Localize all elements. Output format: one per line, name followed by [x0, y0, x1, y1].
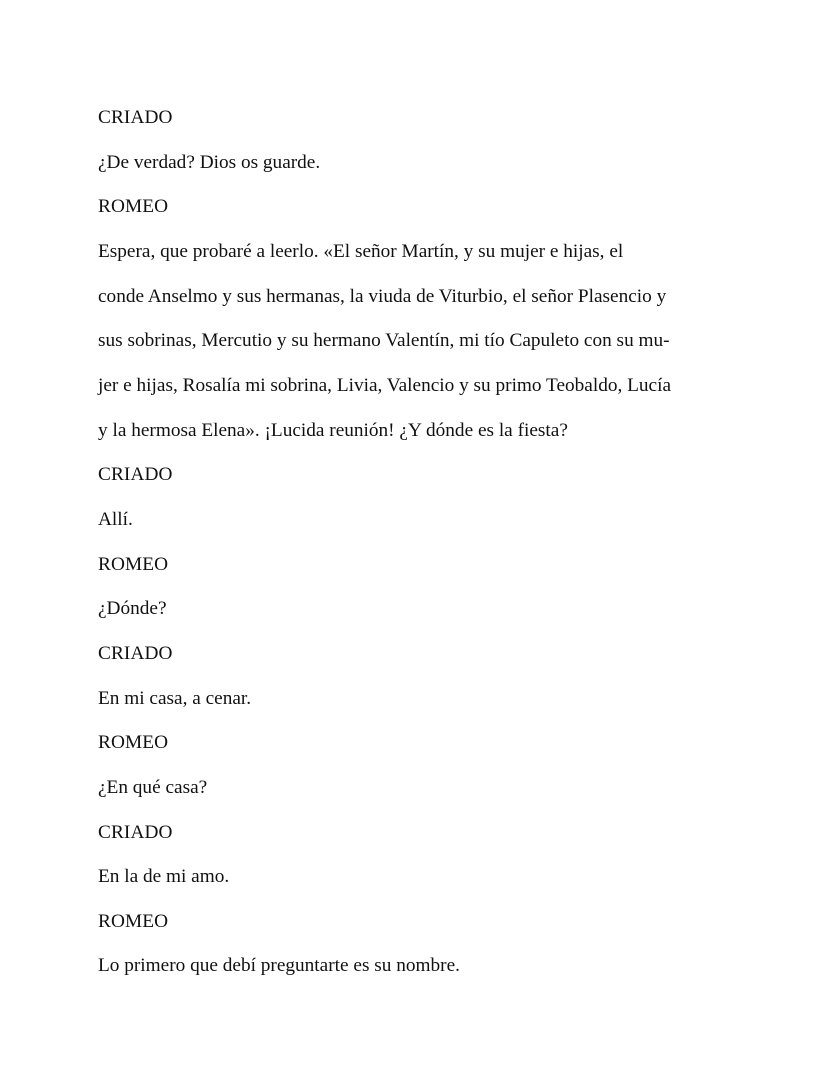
- dialogue-line: ¿En qué casa?: [98, 776, 208, 798]
- document-page: [98, 96, 718, 989]
- speaker-label: CRIADO: [98, 821, 173, 843]
- dialogue-line: sus sobrinas, Mercutio y su hermano Valentín, mi tío Capuleto con su mu-: [98, 330, 670, 352]
- dialogue-line: ¿Dónde?: [98, 598, 167, 620]
- dialogue-line: conde Anselmo y sus hermanas, la viuda de Viturbio, el señor Plasencio y: [98, 285, 667, 307]
- dialogue-line: En mi casa, a cenar.: [98, 687, 252, 709]
- speaker-label: ROMEO: [98, 910, 169, 932]
- dialogue-line: jer e hijas, Rosalía mi sobrina, Livia, Valencio y su primo Teobaldo, Lucía: [98, 374, 672, 396]
- dialogue-line: En la de mi amo.: [98, 866, 230, 888]
- speaker-label: CRIADO: [98, 642, 173, 664]
- dialogue-line: Lo primero que debí preguntarte es su nombre.: [98, 955, 460, 977]
- speaker-label: CRIADO: [98, 107, 173, 128]
- dialogue-line: y la hermosa Elena». ¡Lucida reunión! ¿Y dónde es la fiesta?: [98, 419, 568, 441]
- speaker-label: ROMEO: [98, 732, 169, 754]
- dialogue-line: Espera, que probaré a leerlo. «El señor Martín, y su mujer e hijas, el: [98, 240, 624, 262]
- speaker-label: CRIADO: [98, 464, 173, 486]
- dialogue-line: Allí.: [98, 508, 133, 530]
- dialogue-line: ¿De verdad? Dios os guarde.: [98, 151, 321, 173]
- speaker-label: ROMEO: [98, 553, 169, 575]
- speaker-label: ROMEO: [98, 196, 169, 218]
